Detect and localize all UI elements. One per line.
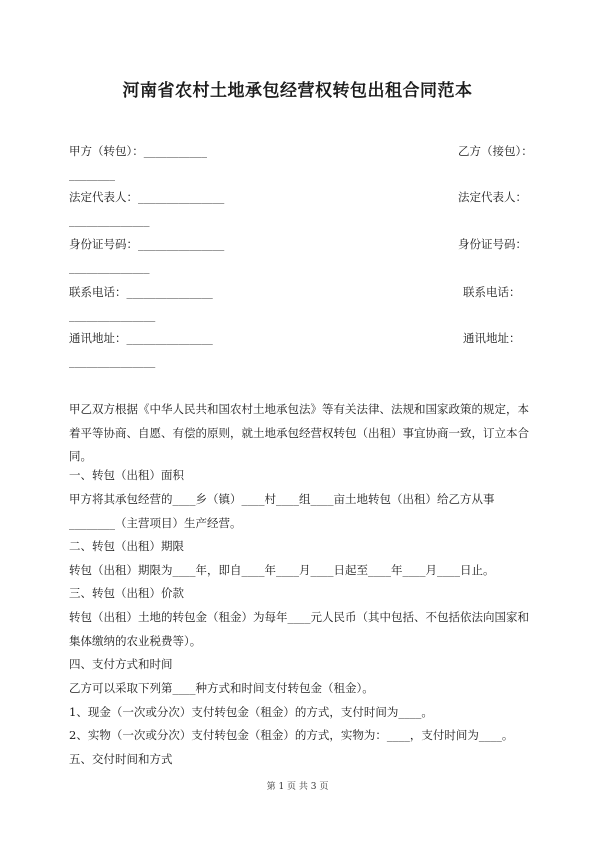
- party-b-blank: ________: [69, 167, 115, 181]
- section-heading: 二、转包（出租）期限: [69, 539, 184, 553]
- party-a-label: 甲方（转包）：___________: [69, 144, 207, 158]
- page-number: 第 1 页 共 3 页: [266, 782, 329, 792]
- party-b-address-blank: _______________: [69, 354, 156, 368]
- party-b-label: 乙方（接包）：: [458, 144, 533, 158]
- clause-text: 转包（出租）土地的转包金（租金）为每年____元人民币（其中包括、不包括依法向国家和集体缴纳的农业税费等）。: [69, 610, 529, 648]
- party-a-phone: 联系电话：_______________: [69, 285, 213, 299]
- party-b-id-number-blank: ______________: [69, 260, 150, 274]
- party-b-representative: 法定代表人：: [458, 190, 527, 204]
- section-heading: 一、转包（出租）面积: [69, 468, 184, 482]
- section-heading: 五、交付时间和方式: [69, 752, 173, 766]
- party-a-address: 通讯地址：_______________: [69, 331, 213, 345]
- party-b-address: 通讯地址：: [463, 331, 521, 345]
- section-heading: 三、转包（出租）价款: [69, 586, 184, 600]
- clause-text: 1、现金（一次或分次）支付转包金（租金）的方式，支付时间为____。: [69, 705, 433, 719]
- clause-text: 乙方可以采取下列第____种方式和时间支付转包金（租金）。: [69, 681, 374, 695]
- section-heading: 四、支付方式和时间: [69, 657, 173, 671]
- clause-text: 甲方将其承包经营的____乡（镇）____村____组____亩土地转包（出租）给乙方从事________（主营项目）生产经营。: [69, 492, 495, 530]
- party-b-phone: 联系电话：: [463, 285, 521, 299]
- clause-text: 转包（出租）期限为____年，即自____年____月____日起至____年____月____日止。: [69, 563, 495, 577]
- intro-paragraph: 甲乙双方根据《中华人民共和国农村土地承包法》等有关法律、法规和国家政策的规定，本着平等协商、自愿、有偿的原则，就土地承包经营权转包（出租）事宜协商一致，订立本合同。: [69, 402, 529, 463]
- document-title: 河南省农村土地承包经营权转包出租合同范本: [122, 81, 473, 101]
- clause-text: 2、实物（一次或分次）支付转包金（租金）的方式，实物为：____，支付时间为____。: [69, 728, 514, 742]
- party-b-id-number: 身份证号码：: [458, 237, 527, 251]
- party-a-id-number: 身份证号码：_______________: [69, 237, 225, 251]
- party-b-phone-blank: _______________: [69, 308, 156, 322]
- party-b-representative-blank: ______________: [69, 213, 150, 227]
- party-a-representative: 法定代表人：_______________: [69, 190, 225, 204]
